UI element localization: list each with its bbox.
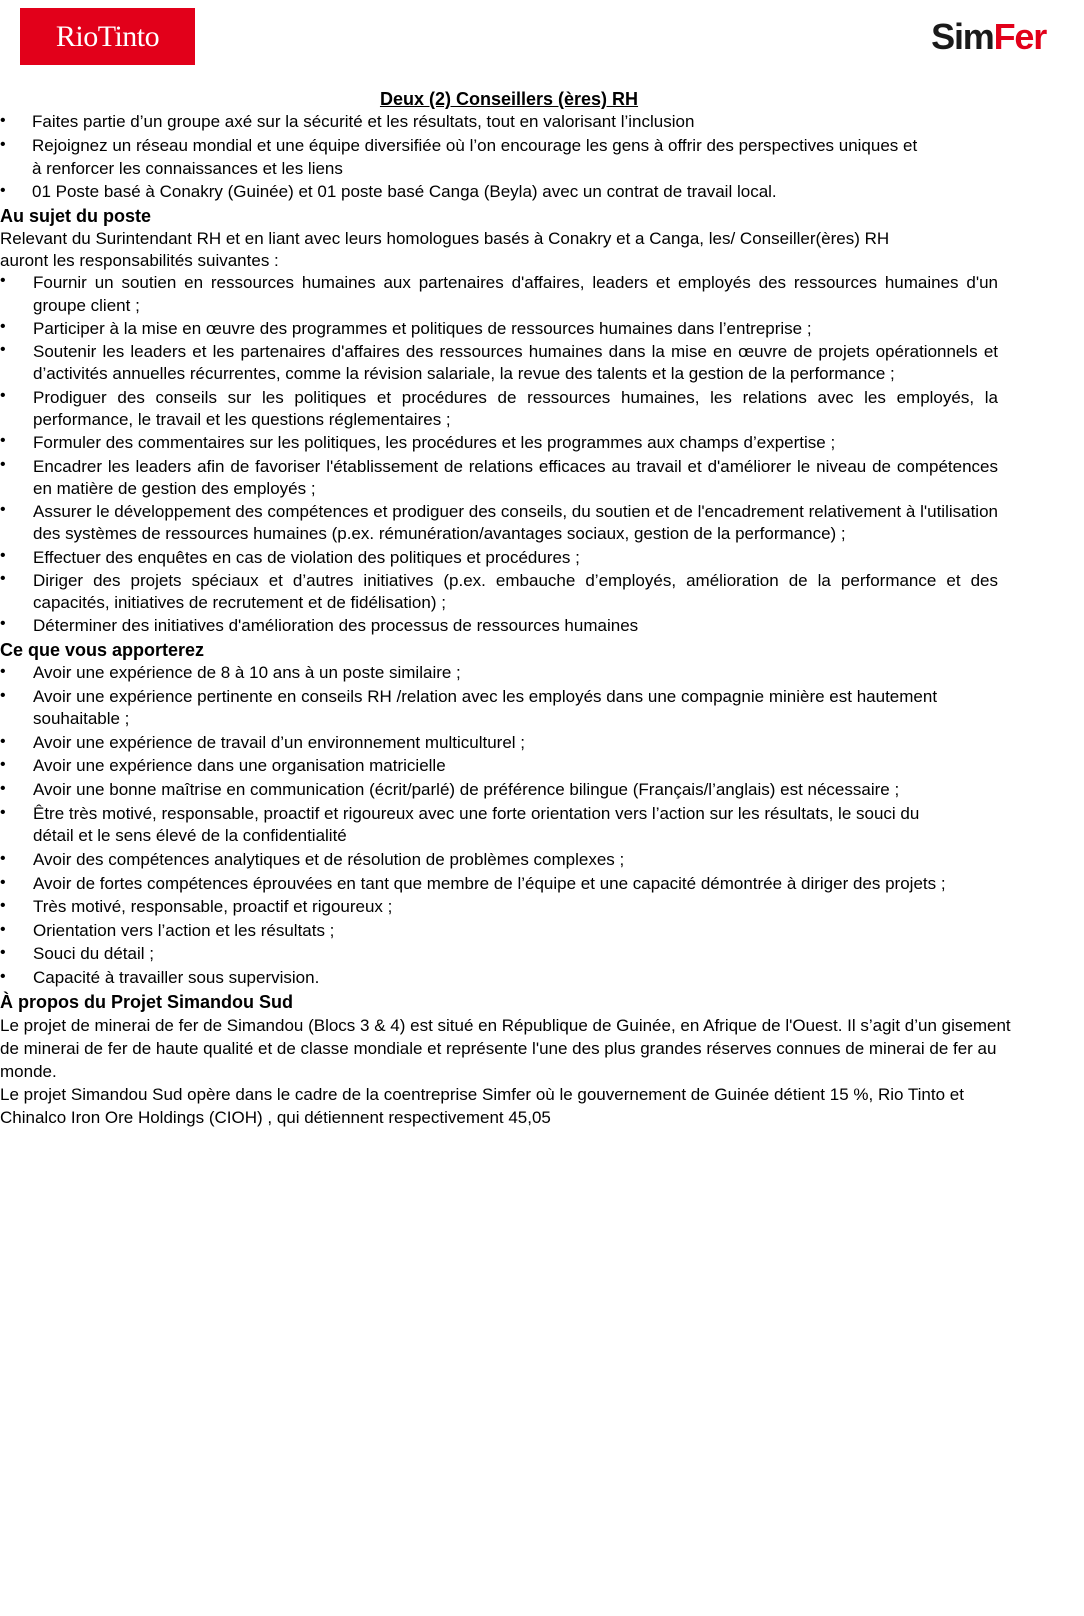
list-item: • Avoir une expérience pertinente en conseils RH /relation avec les employés dans une compagnie minière est hautement souhaitable ; xyxy=(0,686,960,731)
about-project-paragraph-2: Le projet Simandou Sud opère dans le cadre de la coentreprise Simfer où le gouvernement de Guinée détient 15 %, Rio Tinto et Chinalco Iron Ore Holdings (CIOH) , qui détiennent respectivement 45,05 xyxy=(0,1085,964,1128)
list-item: • Faites partie d’un groupe axé sur la sécurité et les résultats, tout en valorisant l’inclusion xyxy=(0,111,920,134)
list-item: • Diriger des projets spéciaux et d’autres initiatives (p.ex. embauche d’employés, amélioration de la performance et des capacités, initiatives de recrutement et de fidélisation) ; xyxy=(0,570,998,615)
list-item: • Effectuer des enquêtes en cas de violation des politiques et procédures ; xyxy=(0,547,998,569)
intro-bullet-list xyxy=(0,111,920,203)
section-heading-about-project: À propos du Projet Simandou Sud xyxy=(0,991,294,1012)
section-heading-what-you-bring: Ce que vous apporterez xyxy=(0,639,205,660)
list-item: • Avoir de fortes compétences éprouvées en tant que membre de l’équipe et une capacité démontrée à diriger des projets ; xyxy=(0,873,960,896)
list-item: • Rejoignez un réseau mondial et une équipe diversifiée où l’on encourage les gens à offrir des perspectives uniques et à renforcer les connaissances et les liens xyxy=(0,135,920,180)
section-heading-about-role: Au sujet du poste xyxy=(0,205,152,226)
responsibilities-list xyxy=(0,272,998,637)
page-title: Deux (2) Conseillers (ères) RH xyxy=(379,89,639,109)
list-item: • Fournir un soutien en ressources humaines aux partenaires d'affaires, leaders et employés des ressources humaines d'un groupe client ; xyxy=(0,272,998,317)
list-item: • Formuler des commentaires sur les politiques, les procédures et les programmes aux champs d’expertise ; xyxy=(0,432,998,454)
list-item: • Avoir une expérience de 8 à 10 ans à un poste similaire ; xyxy=(0,662,960,685)
list-item: • Avoir des compétences analytiques et de résolution de problèmes complexes ; xyxy=(0,849,960,872)
list-item: • Avoir une expérience de travail d’un environnement multiculturel ; xyxy=(0,732,960,755)
list-item: • Souci du détail ; xyxy=(0,943,960,966)
simfer-logo-fer: Fer xyxy=(993,16,1046,57)
list-item: • Avoir une expérience dans une organisation matricielle xyxy=(0,755,960,778)
list-item: • Avoir une bonne maîtrise en communication (écrit/parlé) de préférence bilingue (Français/l’anglais) est nécessaire ; xyxy=(0,779,960,802)
list-item: • Capacité à travailler sous supervision. xyxy=(0,967,960,990)
list-item: • Déterminer des initiatives d'amélioration des processus de ressources humaines xyxy=(0,615,998,637)
list-item: • Prodiguer des conseils sur les politiques et procédures de ressources humaines, les relations avec les employés, la performance, le travail et les questions réglementaires ; xyxy=(0,387,998,432)
qualifications-list xyxy=(0,662,960,990)
list-item: • 01 Poste basé à Conakry (Guinée) et 01 poste basé Canga (Beyla) avec un contrat de travail local. xyxy=(0,181,920,204)
list-item: • Soutenir les leaders et les partenaires d'affaires des ressources humaines dans la mise en œuvre de projets opérationnels et d’activités annuelles récurrentes, comme la révision salariale, la revue des talents et la gestion de la performance ; xyxy=(0,341,998,386)
list-item: • Orientation vers l’action et les résultats ; xyxy=(0,920,960,943)
list-item: • Être très motivé, responsable, proactif et rigoureux avec une forte orientation vers l’action sur les résultats, le souci du détail et le sens élevé de la confidentialité xyxy=(0,803,960,848)
rio-tinto-logo-text: RioTinto xyxy=(55,19,160,53)
list-item: • Encadrer les leaders afin de favoriser l'établissement de relations efficaces au travail et d'améliorer le niveau de compétences en matière de gestion des employés ; xyxy=(0,456,998,501)
list-item: • Assurer le développement des compétences et prodiguer des conseils, du soutien et de l'encadrement relativement à l'utilisation des systèmes de ressources humaines (p.ex. rémunération/avantages sociaux, gestion de la performance) ; xyxy=(0,501,998,546)
rio-tinto-logo xyxy=(20,8,195,65)
about-role-intro-paragraph: Relevant du Surintendant RH et en liant avec leurs homologues basés à Conakry et a Canga, les/ Conseiller(ères) RH auront les responsabilités suivantes : xyxy=(0,229,890,271)
about-project-paragraph-1: Le projet de minerai de fer de Simandou (Blocs 3 & 4) est situé en République de Guinée, en Afrique de l'Ouest. Il s’agit d’un gisement de minerai de fer de haute qualité et de classe mondiale et représente l'une des plus grandes réserves connues de minerai de fer au monde. xyxy=(0,1015,1011,1082)
list-item: • Participer à la mise en œuvre des programmes et politiques de ressources humaines dans l’entreprise ; xyxy=(0,318,998,340)
simfer-logo-sim: Sim xyxy=(931,16,994,57)
document-header xyxy=(0,0,1084,70)
simfer-logo xyxy=(931,16,1046,58)
document-body xyxy=(0,88,1084,1130)
list-item: • Très motivé, responsable, proactif et rigoureux ; xyxy=(0,896,960,919)
